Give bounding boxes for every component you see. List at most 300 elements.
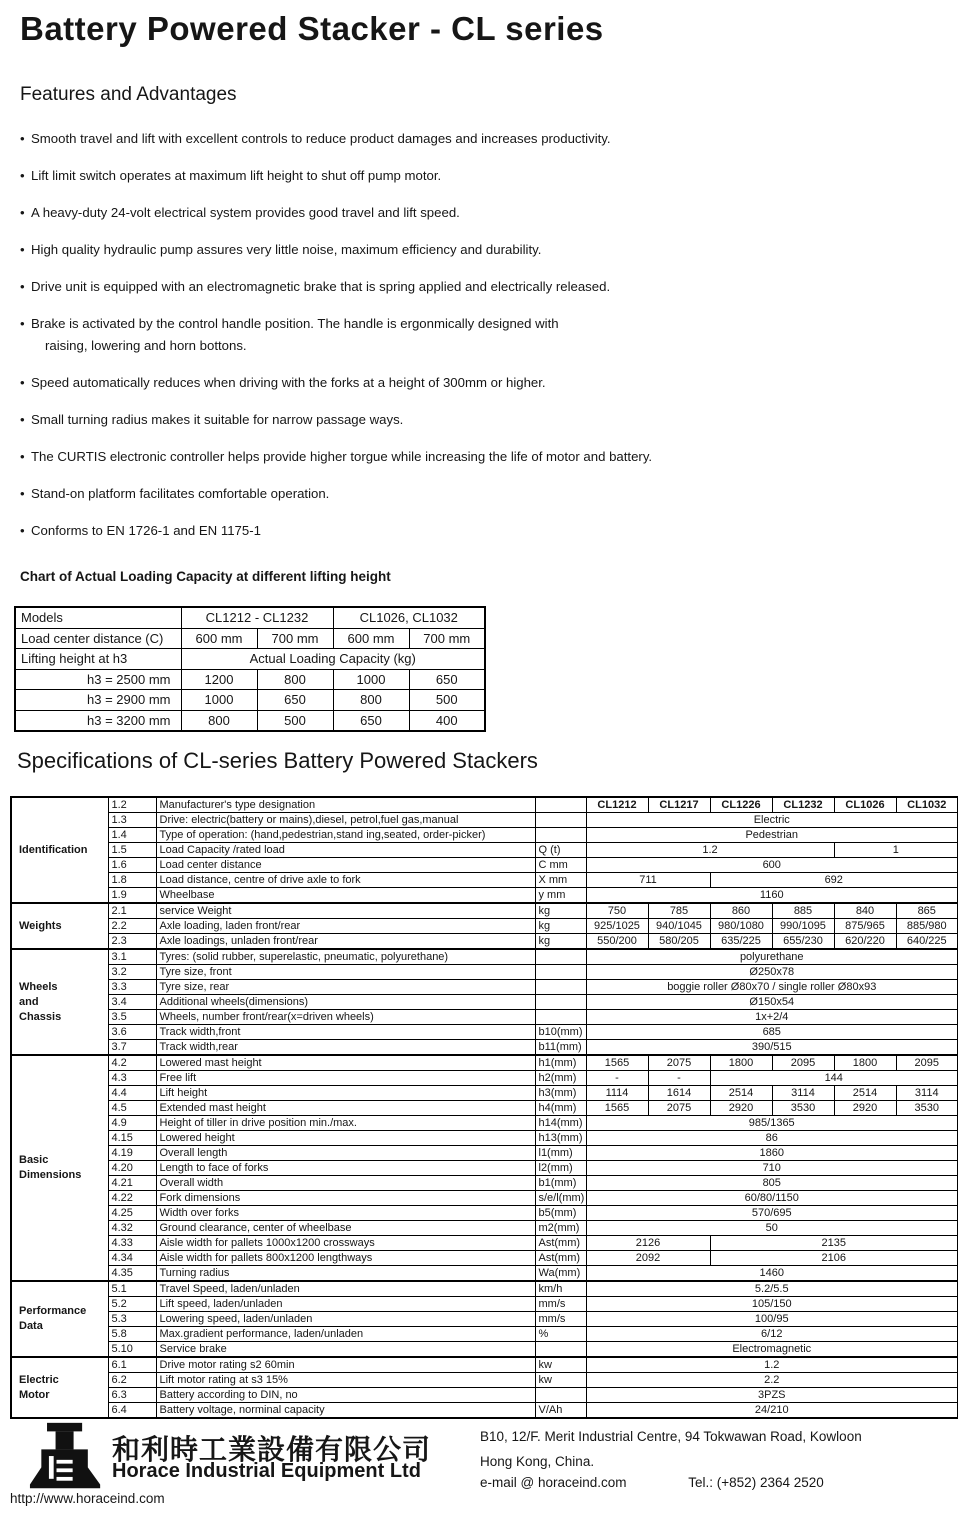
spec-item-unit: h3(mm): [535, 1086, 586, 1101]
spec-section-label: Weights: [11, 903, 108, 949]
spec-value-cell: 710: [586, 1161, 958, 1176]
capacity-value: 650: [257, 690, 333, 711]
spec-item-number: 3.4: [108, 995, 156, 1010]
spec-value-cell: 635/225: [710, 934, 772, 950]
bullet-dot: •: [20, 205, 25, 220]
spec-row: [11, 828, 958, 843]
bullet-text: Lift limit switch operates at maximum lift height to shut off pump motor.: [31, 168, 442, 183]
spec-item-unit: h1(mm): [535, 1055, 586, 1071]
spec-item-description: Aisle width for pallets 800x1200 lengthways: [156, 1251, 535, 1266]
company-email: e-mail @ horaceind.com: [480, 1475, 627, 1490]
spec-value-cell: -: [586, 1071, 648, 1086]
spec-item-number: 4.34: [108, 1251, 156, 1266]
spec-row: [11, 1191, 958, 1206]
spec-item-description: Additional wheels(dimensions): [156, 995, 535, 1010]
spec-item-number: 4.32: [108, 1221, 156, 1236]
load-center-value: 600 mm: [181, 628, 257, 649]
spec-value-cell: 865: [896, 903, 958, 919]
spec-value-cell: 875/965: [834, 919, 896, 934]
spec-item-unit: Ast(mm): [535, 1236, 586, 1251]
capacity-value: 500: [257, 710, 333, 731]
spec-value-cell: 1.2: [586, 1357, 958, 1373]
spec-value-cell: 1160: [586, 888, 958, 904]
spec-item-number: 2.2: [108, 919, 156, 934]
spec-item-number: 4.5: [108, 1101, 156, 1116]
spec-section-label: Basic Dimensions: [11, 1055, 108, 1281]
spec-row: [11, 1116, 958, 1131]
spec-value-cell: 2106: [710, 1251, 958, 1266]
spec-item-number: 1.9: [108, 888, 156, 904]
capacity-value: 800: [181, 710, 257, 731]
spec-item-description: Track width,front: [156, 1025, 535, 1040]
spec-value-cell: 785: [648, 903, 710, 919]
capacity-value: 1000: [333, 669, 409, 690]
spec-item-number: 4.4: [108, 1086, 156, 1101]
spec-value-cell: 390/515: [586, 1040, 958, 1056]
bullet-dot: •: [20, 449, 25, 464]
feature-bullet: [20, 413, 940, 427]
bullet-dot: •: [20, 168, 25, 183]
spec-value-cell: 2092: [586, 1251, 710, 1266]
bullet-text: A heavy-duty 24-volt electrical system provides good travel and lift speed.: [31, 205, 460, 220]
load-center-label: Load center distance (C): [15, 628, 181, 649]
capacity-model-group: CL1212 - CL1232: [181, 607, 333, 628]
spec-item-description: Tyre size, front: [156, 965, 535, 980]
spec-value-cell: 1614: [648, 1086, 710, 1101]
spec-value-cell: 1114: [586, 1086, 648, 1101]
spec-value-cell: CL1212: [586, 797, 648, 813]
company-phone: Tel.: (+852) 2364 2520: [688, 1475, 824, 1490]
bullet-text: Small turning radius makes it suitable for narrow passage ways.: [31, 412, 404, 427]
spec-value-cell: 570/695: [586, 1206, 958, 1221]
spec-item-unit: b10(mm): [535, 1025, 586, 1040]
spec-item-unit: l2(mm): [535, 1161, 586, 1176]
company-name-english: Horace Industrial Equipment Ltd: [112, 1460, 421, 1482]
capacity-span-row: [15, 649, 485, 670]
spec-row: [11, 858, 958, 873]
spec-item-description: Turning radius: [156, 1266, 535, 1282]
spec-item-number: 1.6: [108, 858, 156, 873]
bullet-dot: •: [20, 131, 25, 146]
spec-value-cell: 2126: [586, 1236, 710, 1251]
spec-section-label: Identification: [11, 797, 108, 903]
spec-value-cell: 144: [710, 1071, 958, 1086]
spec-value-cell: CL1026: [834, 797, 896, 813]
company-website: http://www.horaceind.com: [10, 1491, 165, 1506]
spec-value-cell: 1860: [586, 1146, 958, 1161]
feature-bullet: [20, 376, 940, 390]
capacity-models-label: Models: [15, 607, 181, 628]
spec-row: [11, 995, 958, 1010]
spec-value-cell: 840: [834, 903, 896, 919]
spec-value-cell: 600: [586, 858, 958, 873]
spec-item-number: 4.15: [108, 1131, 156, 1146]
spec-section-label: Wheels and Chassis: [11, 949, 108, 1055]
spec-row: [11, 1236, 958, 1251]
capacity-header-row: [15, 607, 485, 628]
capacity-data-row: [15, 690, 485, 711]
spec-value-cell: CL1232: [772, 797, 834, 813]
spec-value-cell: 2095: [772, 1055, 834, 1071]
spec-value-cell: 1800: [710, 1055, 772, 1071]
capacity-chart-heading: Chart of Actual Loading Capacity at different lifting height: [20, 569, 391, 584]
feature-bullet: [20, 206, 940, 220]
lifting-height-value: h3 = 2500 mm: [15, 669, 181, 690]
spec-item-number: 1.5: [108, 843, 156, 858]
spec-item-number: 5.2: [108, 1297, 156, 1312]
bullet-dot: •: [20, 523, 25, 538]
bullet-text: raising, lowering and horn bottons.: [45, 338, 247, 353]
spec-item-number: 3.1: [108, 949, 156, 965]
spec-value-cell: 2075: [648, 1101, 710, 1116]
spec-item-unit: [535, 949, 586, 965]
spec-value-cell: 750: [586, 903, 648, 919]
spec-item-unit: [535, 1388, 586, 1403]
spec-row: [11, 1312, 958, 1327]
feature-bullet: [20, 524, 940, 538]
spec-item-number: 4.21: [108, 1176, 156, 1191]
company-address: [480, 1424, 862, 1474]
spec-item-unit: l1(mm): [535, 1146, 586, 1161]
spec-item-description: Drive: electric(battery or mains),diesel, petrol,fuel gas,manual: [156, 813, 535, 828]
spec-item-description: Wheels, number front/rear(x=driven wheels): [156, 1010, 535, 1025]
spec-row: [11, 1176, 958, 1191]
spec-row: [11, 1161, 958, 1176]
spec-item-unit: m2(mm): [535, 1221, 586, 1236]
spec-value-cell: 885: [772, 903, 834, 919]
feature-bullet: [20, 280, 940, 294]
spec-value-cell: Electromagnetic: [586, 1342, 958, 1358]
spec-value-cell: 3530: [772, 1101, 834, 1116]
spec-value-cell: 692: [710, 873, 958, 888]
spec-value-cell: 1460: [586, 1266, 958, 1282]
capacity-value: 1000: [181, 690, 257, 711]
spec-value-cell: Electric: [586, 813, 958, 828]
spec-value-cell: 685: [586, 1025, 958, 1040]
spec-row: [11, 919, 958, 934]
spec-item-description: Extended mast height: [156, 1101, 535, 1116]
bullet-dot: •: [20, 375, 25, 390]
spec-item-description: Lift height: [156, 1086, 535, 1101]
lifting-height-value: h3 = 3200 mm: [15, 710, 181, 731]
load-center-value: 700 mm: [257, 628, 333, 649]
spec-row: [11, 1357, 958, 1373]
spec-value-cell: polyurethane: [586, 949, 958, 965]
spec-value-cell: 24/210: [586, 1403, 958, 1419]
spec-row: [11, 873, 958, 888]
spec-item-description: Lowering speed, laden/unladen: [156, 1312, 535, 1327]
spec-item-description: Lift speed, laden/unladen: [156, 1297, 535, 1312]
spec-item-description: Tyre size, rear: [156, 980, 535, 995]
spec-value-cell: Pedestrian: [586, 828, 958, 843]
load-center-value: 600 mm: [333, 628, 409, 649]
spec-value-cell: 620/220: [834, 934, 896, 950]
company-contact: [480, 1475, 824, 1490]
spec-item-number: 3.2: [108, 965, 156, 980]
spec-row: [11, 1327, 958, 1342]
company-name-chinese: 和利時工業設備有限公司: [112, 1434, 432, 1465]
spec-item-number: 4.22: [108, 1191, 156, 1206]
spec-item-description: Lift motor rating at s3 15%: [156, 1373, 535, 1388]
spec-row: [11, 949, 958, 965]
spec-item-unit: h4(mm): [535, 1101, 586, 1116]
spec-row: [11, 1281, 958, 1297]
spec-value-cell: 1x+2/4: [586, 1010, 958, 1025]
spec-value-cell: 2514: [834, 1086, 896, 1101]
spec-value-cell: 711: [586, 873, 710, 888]
capacity-model-group: CL1026, CL1032: [333, 607, 485, 628]
capacity-value: 650: [409, 669, 485, 690]
spec-item-number: 6.2: [108, 1373, 156, 1388]
spec-item-number: 6.4: [108, 1403, 156, 1419]
spec-value-cell: 2095: [896, 1055, 958, 1071]
spec-section-label: Electric Motor: [11, 1357, 108, 1418]
spec-item-description: Battery voltage, norminal capacity: [156, 1403, 535, 1419]
spec-value-cell: 60/80/1150: [586, 1191, 958, 1206]
spec-row: [11, 965, 958, 980]
spec-value-cell: 1565: [586, 1055, 648, 1071]
spec-row: [11, 934, 958, 950]
spec-item-number: 5.10: [108, 1342, 156, 1358]
spec-row: [11, 1297, 958, 1312]
spec-item-unit: mm/s: [535, 1297, 586, 1312]
spec-value-cell: 940/1045: [648, 919, 710, 934]
capacity-span-label: Actual Loading Capacity (kg): [181, 649, 485, 670]
spec-item-unit: h14(mm): [535, 1116, 586, 1131]
bullet-text: Conforms to EN 1726-1 and EN 1175-1: [31, 523, 261, 538]
spec-item-unit: Wa(mm): [535, 1266, 586, 1282]
capacity-value: 1200: [181, 669, 257, 690]
specs-heading: Specifications of CL-series Battery Powered Stackers: [17, 748, 538, 773]
spec-value-cell: 640/225: [896, 934, 958, 950]
spec-item-number: 4.3: [108, 1071, 156, 1086]
spec-row: [11, 1010, 958, 1025]
spec-value-cell: 2135: [710, 1236, 958, 1251]
spec-item-description: Service brake: [156, 1342, 535, 1358]
spec-value-cell: 2514: [710, 1086, 772, 1101]
lifting-height-label: Lifting height at h3: [15, 649, 181, 670]
spec-value-cell: CL1217: [648, 797, 710, 813]
spec-value-cell: 3114: [896, 1086, 958, 1101]
spec-item-description: Length to face of forks: [156, 1161, 535, 1176]
spec-item-unit: s/e/l(mm): [535, 1191, 586, 1206]
spec-value-cell: 3PZS: [586, 1388, 958, 1403]
spec-item-description: Wheelbase: [156, 888, 535, 904]
spec-value-cell: 5.2/5.5: [586, 1281, 958, 1297]
spec-item-description: Tyres: (solid rubber, superelastic, pneumatic, polyurethane): [156, 949, 535, 965]
capacity-value: 650: [333, 710, 409, 731]
spec-value-cell: 2.2: [586, 1373, 958, 1388]
bullet-text: Brake is activated by the control handle position. The handle is ergonmically designed with: [31, 316, 559, 331]
spec-row: [11, 1221, 958, 1236]
capacity-data-row: [15, 710, 485, 731]
spec-value-cell: 1.2: [586, 843, 834, 858]
page-title: Battery Powered Stacker - CL series: [20, 10, 604, 47]
spec-value-cell: 580/205: [648, 934, 710, 950]
capacity-value: 400: [409, 710, 485, 731]
spec-item-number: 5.8: [108, 1327, 156, 1342]
spec-item-unit: y mm: [535, 888, 586, 904]
bullet-dot: •: [20, 279, 25, 294]
spec-item-number: 4.2: [108, 1055, 156, 1071]
spec-item-unit: [535, 1342, 586, 1358]
spec-item-description: Track width,rear: [156, 1040, 535, 1056]
spec-value-cell: 86: [586, 1131, 958, 1146]
spec-value-cell: -: [648, 1071, 710, 1086]
spec-row: [11, 843, 958, 858]
spec-item-number: 5.1: [108, 1281, 156, 1297]
spec-item-number: 2.1: [108, 903, 156, 919]
address-line: Hong Kong, China.: [480, 1454, 595, 1469]
spec-item-number: 6.3: [108, 1388, 156, 1403]
spec-row: [11, 1040, 958, 1056]
spec-item-unit: [535, 813, 586, 828]
spec-item-number: 5.3: [108, 1312, 156, 1327]
spec-item-description: Fork dimensions: [156, 1191, 535, 1206]
feature-bullet: [20, 487, 940, 501]
spec-item-description: Axle loadings, unladen front/rear: [156, 934, 535, 950]
spec-item-unit: mm/s: [535, 1312, 586, 1327]
capacity-data-row: [15, 669, 485, 690]
spec-row: [11, 1206, 958, 1221]
spec-item-unit: b11(mm): [535, 1040, 586, 1056]
spec-item-number: 4.9: [108, 1116, 156, 1131]
spec-item-description: Max.gradient performance, laden/unladen: [156, 1327, 535, 1342]
spec-item-number: 3.3: [108, 980, 156, 995]
feature-bullet: [20, 169, 940, 183]
spec-item-unit: [535, 1010, 586, 1025]
spec-row: [11, 1146, 958, 1161]
spec-row: [11, 1388, 958, 1403]
spec-row: [11, 888, 958, 904]
spec-row: [11, 1071, 958, 1086]
features-heading: Features and Advantages: [20, 84, 237, 105]
bullet-text: Drive unit is equipped with an electromagnetic brake that is spring applied and electrically released.: [31, 279, 611, 294]
spec-item-number: 1.8: [108, 873, 156, 888]
bullet-text: Speed automatically reduces when driving with the forks at a height of 300mm or higher.: [31, 375, 546, 390]
capacity-value: 800: [333, 690, 409, 711]
spec-item-unit: kg: [535, 903, 586, 919]
bullet-text: The CURTIS electronic controller helps provide higher torgue while increasing the life of motor and battery.: [31, 449, 653, 464]
spec-item-description: Width over forks: [156, 1206, 535, 1221]
spec-item-description: Free lift: [156, 1071, 535, 1086]
spec-item-description: Ground clearance, center of wheelbase: [156, 1221, 535, 1236]
spec-value-cell: 990/1095: [772, 919, 834, 934]
feature-bullet: [20, 243, 940, 257]
spec-item-description: Axle loading, laden front/rear: [156, 919, 535, 934]
spec-item-number: 1.3: [108, 813, 156, 828]
spec-value-cell: 2920: [710, 1101, 772, 1116]
capacity-value: 500: [409, 690, 485, 711]
spec-item-unit: [535, 965, 586, 980]
spec-item-description: Travel Speed, laden/unladen: [156, 1281, 535, 1297]
spec-item-unit: b1(mm): [535, 1176, 586, 1191]
spec-item-unit: kw: [535, 1357, 586, 1373]
bullet-dot: •: [20, 316, 25, 331]
spec-item-number: 4.33: [108, 1236, 156, 1251]
spec-item-description: Height of tiller in drive position min./max.: [156, 1116, 535, 1131]
spec-item-unit: [535, 995, 586, 1010]
load-center-value: 700 mm: [409, 628, 485, 649]
bullet-dot: •: [20, 242, 25, 257]
spec-item-number: 2.3: [108, 934, 156, 950]
spec-item-unit: X mm: [535, 873, 586, 888]
spec-item-unit: b5(mm): [535, 1206, 586, 1221]
spec-value-cell: 3530: [896, 1101, 958, 1116]
spec-value-cell: Ø150x54: [586, 995, 958, 1010]
capacity-load-center-row: [15, 628, 485, 649]
spec-value-cell: 860: [710, 903, 772, 919]
feature-bullet: [20, 317, 940, 353]
spec-item-unit: [535, 828, 586, 843]
spec-row: [11, 813, 958, 828]
spec-value-cell: 805: [586, 1176, 958, 1191]
spec-item-unit: h13(mm): [535, 1131, 586, 1146]
spec-item-description: Load Capacity /rated load: [156, 843, 535, 858]
spec-item-number: 4.35: [108, 1266, 156, 1282]
spec-row: [11, 980, 958, 995]
bullet-dot: •: [20, 412, 25, 427]
spec-row: [11, 1025, 958, 1040]
spec-item-description: Battery according to DIN, no: [156, 1388, 535, 1403]
bullet-text: Stand-on platform facilitates comfortable operation.: [31, 486, 330, 501]
spec-item-unit: [535, 980, 586, 995]
company-logo-icon: [26, 1420, 106, 1494]
capacity-value: 800: [257, 669, 333, 690]
spec-item-description: Load center distance: [156, 858, 535, 873]
spec-value-cell: 885/980: [896, 919, 958, 934]
spec-item-description: Overall width: [156, 1176, 535, 1191]
bullet-text: High quality hydraulic pump assures very little noise, maximum efficiency and durability.: [31, 242, 542, 257]
address-line: B10, 12/F. Merit Industrial Centre, 94 Tokwawan Road, Kowloon: [480, 1429, 862, 1444]
spec-table: [10, 796, 958, 1419]
spec-item-unit: h2(mm): [535, 1071, 586, 1086]
spec-value-cell: CL1032: [896, 797, 958, 813]
spec-value-cell: CL1226: [710, 797, 772, 813]
spec-item-description: service Weight: [156, 903, 535, 919]
spec-item-unit: kg: [535, 934, 586, 950]
spec-value-cell: 1: [834, 843, 958, 858]
spec-table-body: [11, 797, 958, 1418]
spec-value-cell: 985/1365: [586, 1116, 958, 1131]
spec-item-unit: %: [535, 1327, 586, 1342]
spec-item-number: 1.2: [108, 797, 156, 813]
spec-item-unit: Q (t): [535, 843, 586, 858]
spec-row: [11, 1342, 958, 1358]
spec-item-unit: kg: [535, 919, 586, 934]
spec-item-description: Lowered height: [156, 1131, 535, 1146]
spec-item-description: Load distance, centre of drive axle to fork: [156, 873, 535, 888]
spec-value-cell: 2920: [834, 1101, 896, 1116]
spec-item-number: 1.4: [108, 828, 156, 843]
spec-item-unit: kw: [535, 1373, 586, 1388]
spec-item-number: 4.19: [108, 1146, 156, 1161]
spec-item-description: Aisle width for pallets 1000x1200 crossways: [156, 1236, 535, 1251]
spec-item-unit: V/Ah: [535, 1403, 586, 1419]
spec-item-number: 6.1: [108, 1357, 156, 1373]
feature-bullet: [20, 132, 940, 146]
spec-row: [11, 1131, 958, 1146]
spec-row: [11, 1403, 958, 1419]
spec-item-description: Type of operation: (hand,pedestrian,stand ing,seated, order-picker): [156, 828, 535, 843]
spec-row: [11, 1251, 958, 1266]
spec-row: [11, 1086, 958, 1101]
spec-value-cell: 925/1025: [586, 919, 648, 934]
spec-value-cell: 105/150: [586, 1297, 958, 1312]
spec-section-label: Performance Data: [11, 1281, 108, 1357]
spec-row: [11, 1266, 958, 1282]
spec-value-cell: 980/1080: [710, 919, 772, 934]
